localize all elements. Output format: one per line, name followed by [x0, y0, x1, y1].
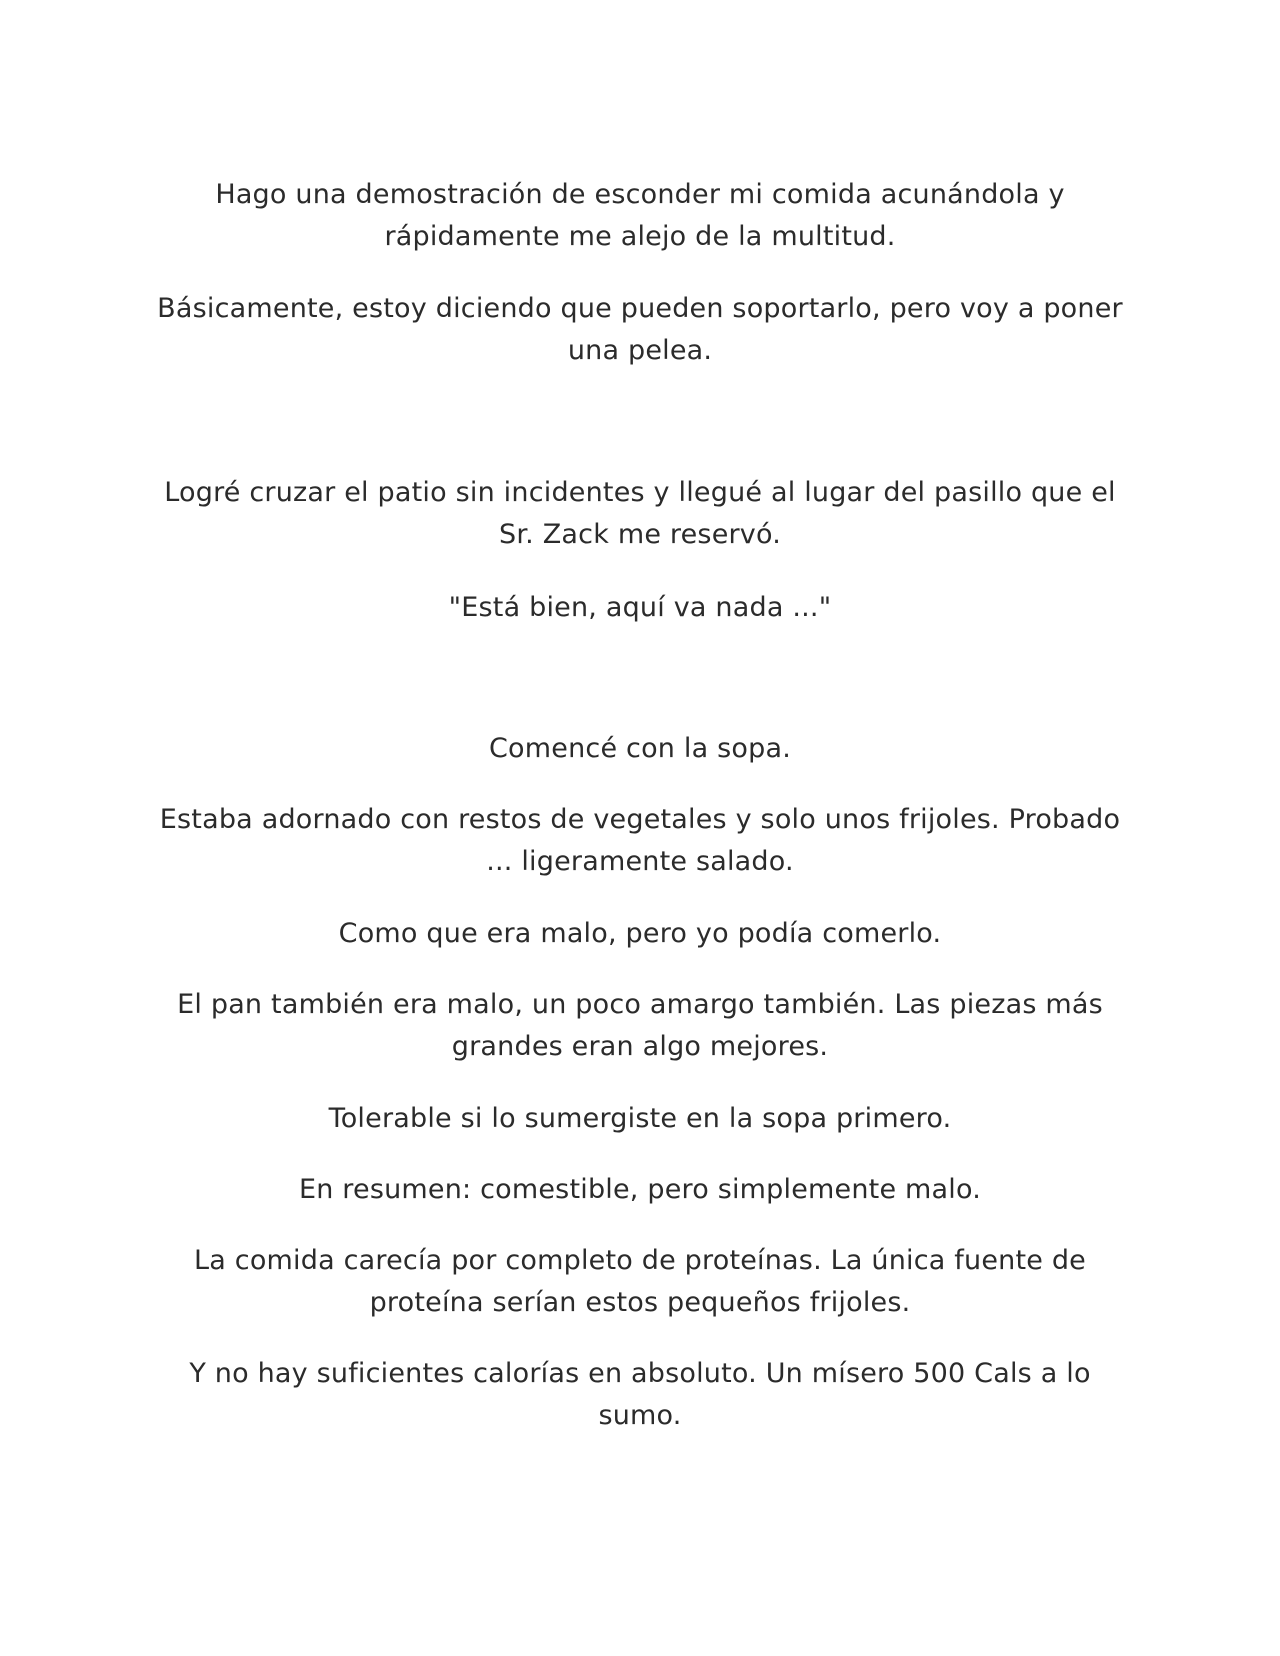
- paragraph: Como que era malo, pero yo podía comerlo.: [338, 918, 942, 949]
- paragraph: "Está bien, aquí va nada ...": [448, 592, 832, 623]
- paragraph: Estaba adornado con restos de vegetales y solo unos frijoles. Probado ... ligeramente salado.: [159, 804, 1121, 877]
- paragraph: Y no hay suficientes calorías en absoluto. Un mísero 500 Cals a lo sumo.: [189, 1358, 1091, 1431]
- paragraph: Comencé con la sopa.: [489, 733, 791, 764]
- paragraph: Tolerable si lo sumergiste en la sopa primero.: [328, 1103, 952, 1134]
- paragraph: En resumen: comestible, pero simplemente malo.: [298, 1174, 982, 1205]
- paragraph: El pan también era malo, un poco amargo también. Las piezas más grandes eran algo mejores.: [177, 989, 1103, 1062]
- paragraph: Logré cruzar el patio sin incidentes y llegué al lugar del pasillo que el Sr. Zack me reservó.: [164, 477, 1116, 550]
- paragraph: Hago una demostración de esconder mi comida acunándola y rápidamente me alejo de la multitud.: [215, 179, 1065, 252]
- paragraph: Básicamente, estoy diciendo que pueden soportarlo, pero voy a poner una pelea.: [157, 293, 1123, 366]
- paragraph: La comida carecía por completo de proteínas. La única fuente de proteína serían estos pequeños frijoles.: [194, 1245, 1086, 1318]
